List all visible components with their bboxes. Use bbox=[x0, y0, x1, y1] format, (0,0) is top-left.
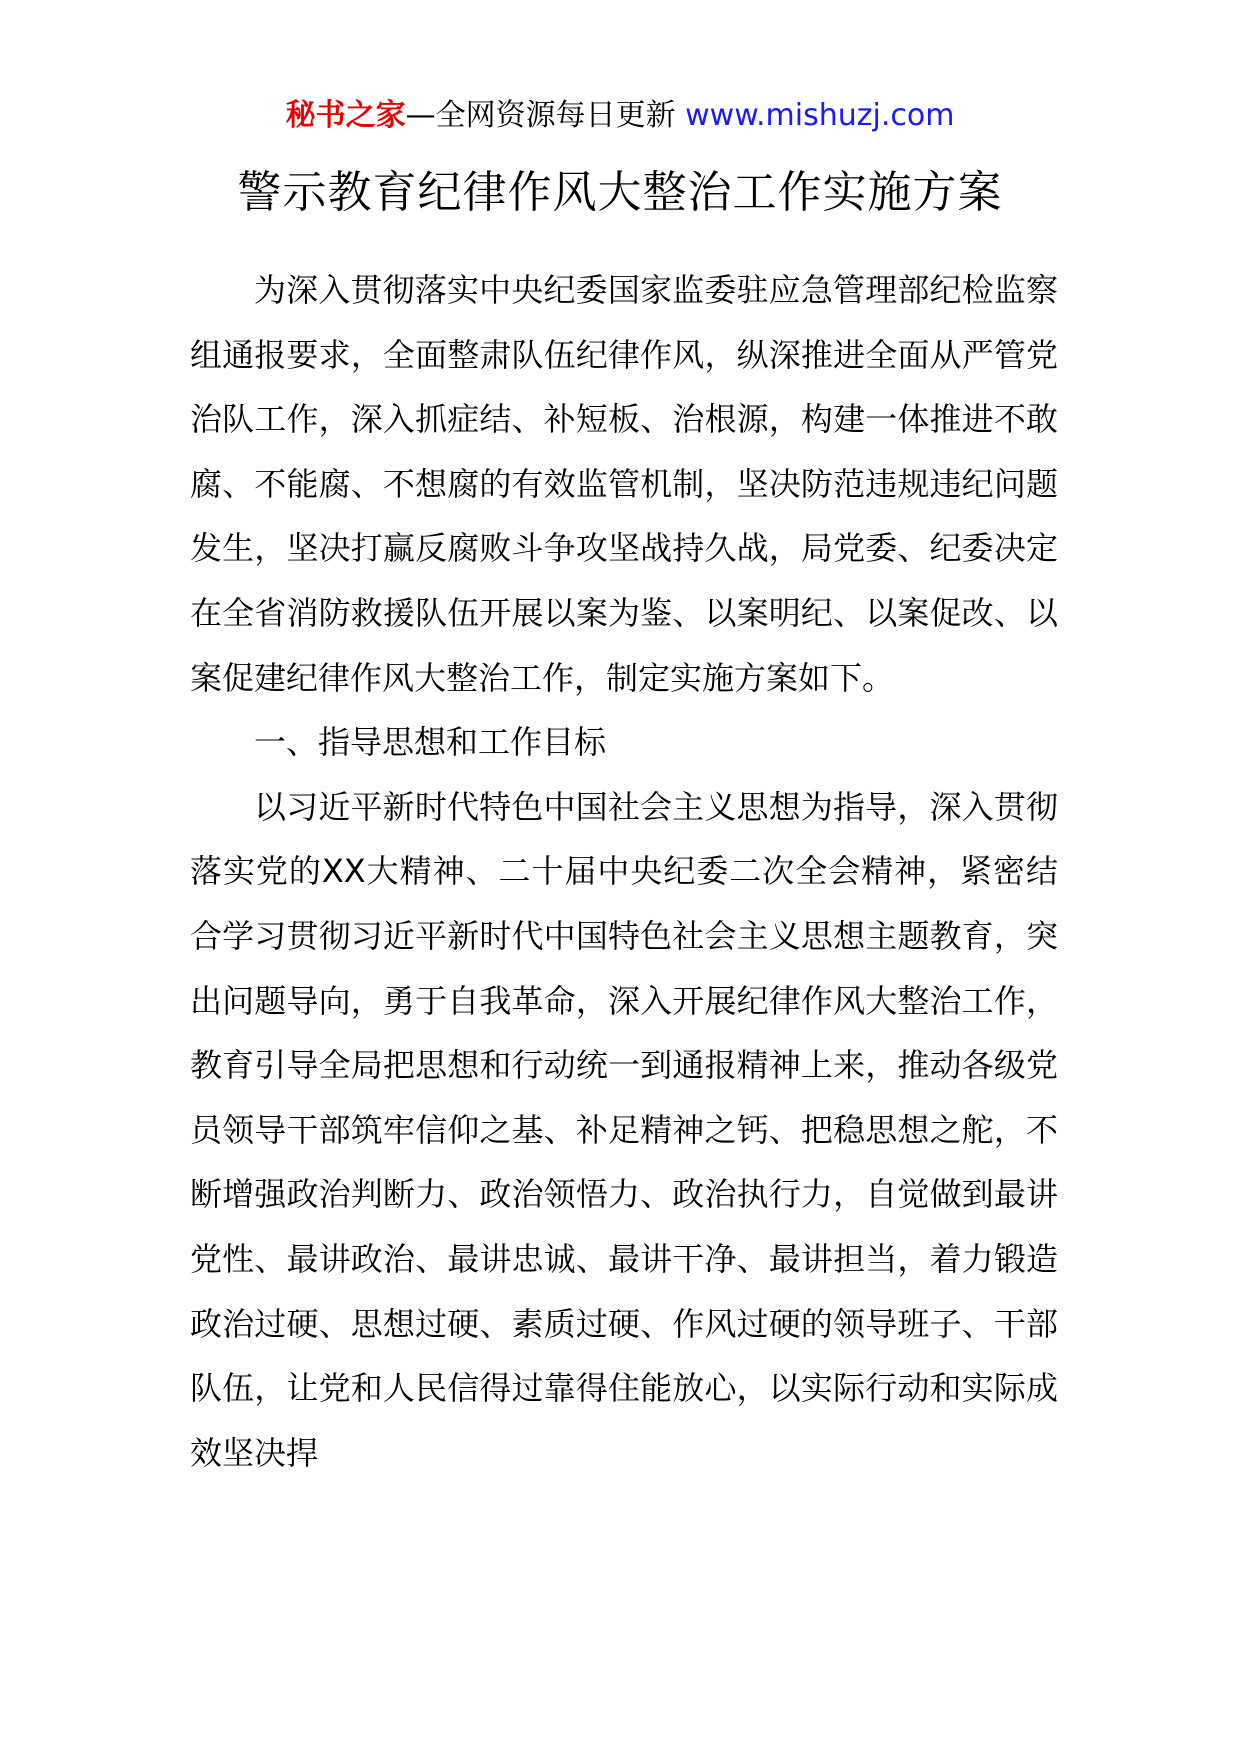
intro-paragraph: 为深入贯彻落实中央纪委国家监委驻应急管理部纪检监察组通报要求，全面整肃队伍纪律作风，纵深推进全面从严管党治队工作，深入抓症结、补短板、治根源，构建一体推进不敢腐、不能腐、不想腐的有效监管机制，坚决防范违规违纪问题发生，坚决打赢反腐败斗争攻坚战持久战，局党委、纪委决定在全省消防救援队伍开展以案为鉴、以案明纪、以案促改、以案促建纪律作风大整治工作，制定实施方案如下。 bbox=[190, 271, 1058, 697]
document-title: 警示教育纪律作风大整治工作实施方案 bbox=[237, 167, 1003, 218]
watermark-header bbox=[0, 96, 1240, 136]
brand-name: 秘书之家 bbox=[285, 98, 406, 133]
section-heading: 一、指导思想和工作目标 bbox=[254, 723, 607, 762]
document-body bbox=[190, 258, 1058, 1485]
header-tagline: —全网资源每日更新 bbox=[405, 98, 676, 133]
site-url: www.mishuzj.com bbox=[685, 98, 955, 133]
guiding-ideology-paragraph: 以习近平新时代特色中国社会主义思想为指导，深入贯彻落实党的XX大精神、二十届中央纪委二次全会精神，紧密结合学习贯彻习近平新时代中国特色社会主义思想主题教育，突出问题导向，勇于自我革命，深入开展纪律作风大整治工作，教育引导全局把思想和行动统一到通报精神上来，推动各级党员领导干部筑牢信仰之基、补足精神之钙、把稳思想之舵，不断增强政治判断力、政治领悟力、政治执行力，自觉做到最讲党性、最讲政治、最讲忠诚、最讲干净、最讲担当，着力锻造政治过硬、思想过硬、素质过硬、作风过硬的领导班子、干部队伍，让党和人民信得过靠得住能放心，以实际行动和实际成效坚决捍 bbox=[190, 787, 1058, 1472]
